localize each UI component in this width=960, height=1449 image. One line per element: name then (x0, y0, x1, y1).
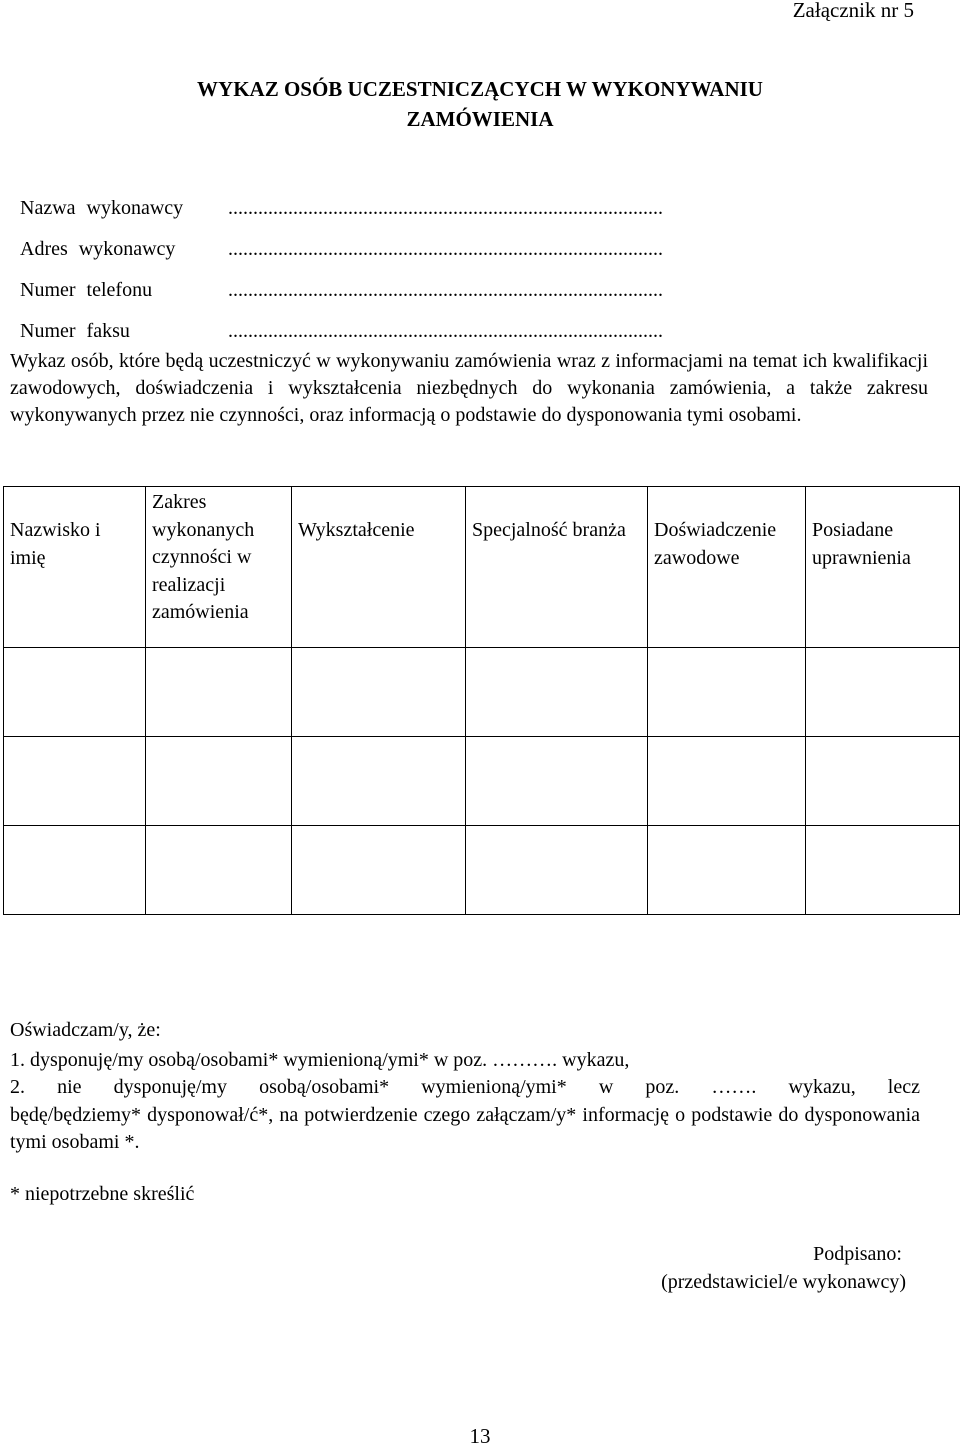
table-cell[interactable] (292, 648, 466, 737)
header-permissions: Posiadane uprawnienia (806, 487, 960, 648)
table-cell[interactable] (146, 826, 292, 915)
field-dots: ....................................................................................... (228, 238, 663, 260)
field-contractor-address (10, 215, 663, 261)
field-label: Numer faksu (20, 320, 130, 342)
table-cell[interactable] (648, 826, 806, 915)
field-dots: ....................................................................................... (228, 320, 663, 342)
personnel-table (3, 486, 960, 915)
document-title (0, 74, 960, 134)
table-cell[interactable] (806, 737, 960, 826)
declaration-item-2-line-1: 2. nie dysponuję/my osobą/osobami* wymienioną/ymi* w poz. ……. wykazu, lecz (10, 1076, 920, 1098)
header-education: Wykształcenie (292, 487, 466, 648)
intro-paragraph: Wykaz osób, które będą uczestniczyć w wykonywaniu zamówienia wraz z informacjami na temat ich kwalifikacji zawodowych, doświadczenia i wykształcenia niezbędnych do wykonania zamówienia, a także zakresu wykonywanych przez nie czynności, oraz informacją o podstawie do dysponowania tymi osobami. (10, 350, 928, 426)
table-cell[interactable] (4, 648, 146, 737)
field-fax (10, 297, 663, 343)
table-cell[interactable] (146, 737, 292, 826)
signature-role: (przedstawiciel/e wykonawcy) (661, 1271, 906, 1293)
header-experience: Doświadczenie zawodowe (648, 487, 806, 648)
table-cell[interactable] (4, 737, 146, 826)
table-cell[interactable] (292, 826, 466, 915)
table-row (4, 826, 960, 915)
table-cell[interactable] (292, 737, 466, 826)
field-phone (10, 256, 663, 302)
table-cell[interactable] (466, 737, 648, 826)
header-specialty: Specjalność branża (466, 487, 648, 648)
header-name: Nazwisko i imię (4, 487, 146, 648)
table-row (4, 648, 960, 737)
signature-label: Podpisano: (813, 1243, 902, 1265)
title-line-2: ZAMÓWIENIA (406, 107, 554, 131)
field-dots: ....................................................................................... (228, 197, 663, 219)
declaration-item-1: 1. dysponuję/my osobą/osobami* wymienioną/ymi* w poz. ………. wykazu, (10, 1049, 630, 1071)
footnote: * niepotrzebne skreślić (10, 1183, 195, 1205)
field-dots: ....................................................................................... (228, 279, 663, 301)
table-cell[interactable] (806, 648, 960, 737)
declaration-item-2-rest: będę/będziemy* dysponował/ć*, na potwierdzenie czego załączam/y* informację o podstawie do dysponowania tymi osobami *. (10, 1103, 920, 1153)
table-cell[interactable] (648, 648, 806, 737)
field-label: Adres wykonawcy (20, 238, 176, 260)
table-cell[interactable] (466, 826, 648, 915)
table-cell[interactable] (806, 826, 960, 915)
table-row (4, 737, 960, 826)
table-cell[interactable] (648, 737, 806, 826)
table-header-row (4, 487, 960, 648)
table-cell[interactable] (4, 826, 146, 915)
annex-label: Załącznik nr 5 (792, 0, 914, 22)
declaration-heading: Oświadczam/y, że: (10, 1019, 161, 1041)
table-cell[interactable] (146, 648, 292, 737)
header-scope: Zakres wykonanych czynności w realizacji zamówienia (146, 487, 292, 648)
page-number: 13 (469, 1424, 491, 1448)
signature-block (661, 1240, 906, 1296)
field-label: Numer telefonu (20, 279, 153, 301)
table-cell[interactable] (466, 648, 648, 737)
field-contractor-name (10, 174, 663, 220)
declaration-item-2 (10, 1074, 920, 1157)
field-label: Nazwa wykonawcy (20, 197, 184, 219)
title-line-1: WYKAZ OSÓB UCZESTNICZĄCYCH W WYKONYWANIU (197, 77, 763, 101)
